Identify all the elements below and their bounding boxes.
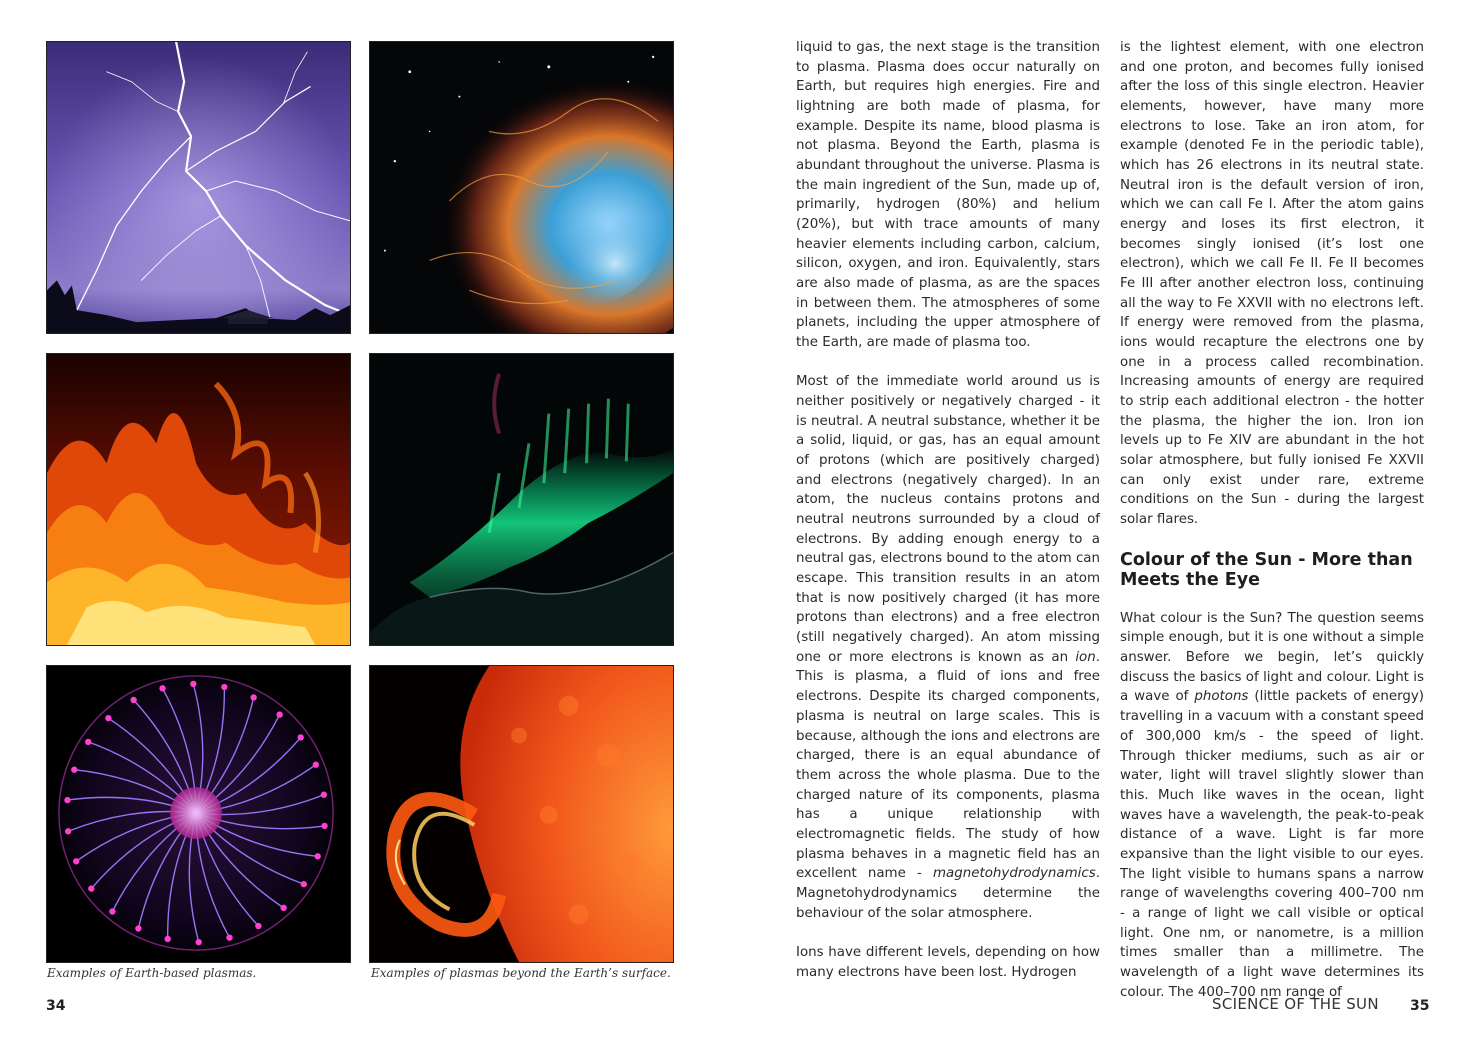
caption-space-plasmas: Examples of plasmas beyond the Earth’s surface. <box>371 966 671 980</box>
filament-tip <box>159 685 165 691</box>
text-column-1 <box>796 38 1100 982</box>
filament-tip <box>71 767 77 773</box>
filament-tip <box>165 936 171 942</box>
paragraph-neutral-charge <box>796 372 1100 923</box>
filament-tip <box>65 828 71 834</box>
filament-tip <box>221 684 227 690</box>
filament-tip <box>250 694 256 700</box>
filament-tip <box>298 734 304 740</box>
left-page-number: 34 <box>46 998 66 1014</box>
filament-tip <box>276 711 282 717</box>
caption-earth-plasmas: Examples of Earth-based plasmas. <box>47 966 257 980</box>
filament-tip <box>190 681 196 687</box>
crab-nebula-photo <box>369 41 674 334</box>
section-heading: Colour of the Sun - More than Meets the Eye <box>1120 549 1413 590</box>
right-page-number: 35 <box>1410 998 1430 1014</box>
filament-tip <box>280 905 286 911</box>
filament-tip <box>64 797 70 803</box>
paragraph-text: . Magnetohydrodynamics determine the behaviour of the solar atmosphere. <box>796 866 1100 921</box>
filament-tip <box>226 934 232 940</box>
filament-tip <box>88 885 94 891</box>
aurora-image <box>370 354 673 645</box>
lightning-photo <box>46 41 351 334</box>
paragraph-colour-of-sun <box>1120 609 1424 1002</box>
running-head: SCIENCE OF THE SUN <box>1212 995 1379 1013</box>
fire-image <box>47 354 350 645</box>
solar-prominence-photo <box>369 665 674 963</box>
filament-tip <box>130 697 136 703</box>
paragraph-ion-levels: Ions have different levels, depending on how many electrons have been lost. Hydrogen <box>796 944 1100 980</box>
aurora-photo <box>369 353 674 646</box>
paragraph-text: (little packets of energy) travelling in a vacuum with a constant speed of 300,000 km/s - the speed of light. Through thicker mediums, such as air or water, light will travel slightly slower than this. Much like waves in the ocean, light waves have a wavelength, the peak-to-peak distance of a wave. Light is far more expansive than the light visible to our eyes. The light visible to humans spans a narrow range of wavelengths covering 400–700 nm - a range of light we call visible or optical light. One nm, or nanometre, is a million times smaller than a millimetre. The wavelength of a light wave determines its colour. The 400–700 nm range of <box>1120 689 1425 1000</box>
paragraph-plasma-intro: liquid to gas, the next stage is the transition to plasma. Plasma does occur naturally on Earth, but requires high energies. Fire and lightning are both made of plasma, for example. Despite its name, blood plasma is not plasma. Beyond the Earth, plasma is abundant throughout the universe. Plasma is the main ingredient of the Sun, made up of, primarily, hydrogen (80%) and helium (20%), but with trace amounts of many heavier elements including carbon, calcium, silicon, oxygen, and iron. Equivalently, stars are also made of plasma, as are the spaces in between them. The atmospheres of some planets, including the upper atmosphere of the Earth, are made of plasma too. <box>796 40 1100 351</box>
solar-prominence-image <box>370 666 673 962</box>
term-photons: photons <box>1194 689 1249 705</box>
filament-tip <box>109 908 115 914</box>
plasma-ball-photo <box>46 665 351 963</box>
paragraph-text: What colour is the Sun? The question seems simple enough, but it is one without a simple answer. Before we begin, let’s quickly discuss the basics of light and colour. Light is a wave of <box>1120 610 1424 705</box>
paragraph-text: Most of the immediate world around us is neither positively or negatively charged - it is neutral. A neutral substance, whether it be a solid, liquid, or gas, has an equal amount of protons (which are positively charged) and electrons (negatively charged). In an atom, the nucleus contains protons and neutral neutrons surrounded by a cloud of electrons. By adding enough energy to a neutral gas, electrons bound to the atom can escape. This transition results in an atom that is now positively charged (it has more protons than electrons) and a free electron (still negatively charged). An atom missing one or more electrons is known as an <box>796 374 1100 665</box>
text-column-2 <box>1120 38 1424 1002</box>
filament-tip <box>196 939 202 945</box>
filament-tip <box>135 925 141 931</box>
lightning-image <box>47 42 350 333</box>
filament-tip <box>321 823 327 829</box>
filament-tip <box>315 853 321 859</box>
filament-tip <box>301 881 307 887</box>
paragraph-ionisation: is the lightest element, with one electron and one proton, and becomes fully ionised after the loss of this single electron. Heavier elements, however, have many more electrons to lose. Take an iron atom, for example (denoted Fe in the periodic table), which has 26 electrons in its neutral state. Neutral iron is the default version of iron, which we can call Fe I. After the atom gains energy and loses its first electron, it becomes singly ionised (it’s lost one electron), which we call Fe II. Fe II becomes Fe III after another electron loss, continuing all the way to Fe XXVII with no electrons left. If energy were removed from the plasma, ions would recapture the electrons one by one in a process called recombination. Increasing amounts of energy are required to strip each additional electron - the hotter the plasma, the higher the ion. Iron ion levels up to Fe XIV are abundant in the hot solar atmosphere, but fully ionised Fe XXVII can only exist under rare, extreme conditions on the Sun - during the largest solar flares. <box>1120 40 1424 528</box>
crab-nebula-image <box>370 42 673 333</box>
filament-tip <box>313 762 319 768</box>
term-magnetohydrodynamics: magnetohydrodynamics <box>932 866 1096 882</box>
filament-tip <box>105 715 111 721</box>
filament-tip <box>73 858 79 864</box>
term-ion: ion <box>1075 649 1096 665</box>
paragraph-text: . This is plasma, a fluid of ions and free electrons. Despite its charged components, plasma is neutral on large scales. This is because, although the ions and electrons are charged, there is an equal abundance of them across the whole plasma. Due to the charged nature of its components, plasma has a unique relationship with electromagnetic fields. The study of how plasma behaves in a magnetic field has an excellent name - <box>796 649 1100 882</box>
plasma-ball-image <box>47 666 350 962</box>
fire-photo <box>46 353 351 646</box>
filament-tip <box>85 739 91 745</box>
filament-tip <box>321 792 327 798</box>
filament-tip <box>255 923 261 929</box>
